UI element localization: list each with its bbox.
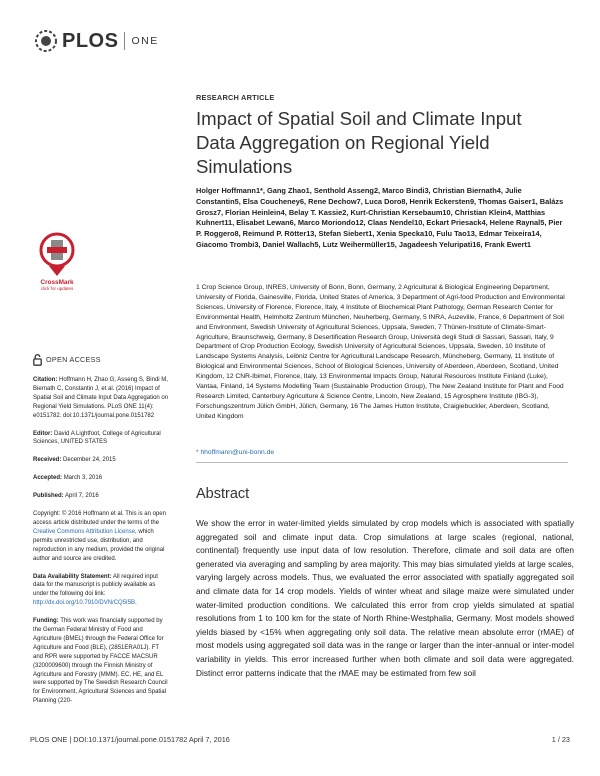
citation-text: Hoffmann H, Zhao G, Asseng S, Bindi M, Biernath C, Constantin J, et al. (2016) Impact of Spatial Soil and Climate Input Data Aggregation on Regional Yield Simulations. PLoS ONE 11(4): e0151782. doi:10.1371/journal.pone.0151782 (33, 377, 169, 419)
editor-text: David A Lightfoot, College of Agricultural Sciences, UNITED STATES (33, 430, 161, 446)
published-date: April 7, 2016 (65, 493, 99, 500)
page-number: 1 / 23 (551, 735, 570, 744)
author-list: Holger Hoffmann1*, Gang Zhao1, Senthold Asseng2, Marco Bindi3, Christian Biernath4, Julie Constantin5, Elsa Coucheney6, Rene Dechow7, Luca Doro8, Henrik Eckersten9, Thomas Gaiser1, Balázs Grosz7, Florian Heinlein4, Belay T. Kassie2, Kurt-Christian Kersebaum10, Christian Klein4, Matthias Kuhnert11, Elisabet Lewan6, Marco Moriondo12, Claas Nendel10, Eckart Priesack4, Helene Raynal5, Pier P. Roggero8, Reimund P. Rötter13, Stefan Siebert1, Xenia Specka10, Fulu Tao13, Edmar Teixeira14, Giacomo Trombi3, Daniel Wallach5, Lutz Weihermüller15, Jagadeesh Yeluripati16, Frank Ewert1 (196, 186, 564, 249)
received-block (33, 456, 170, 465)
plos-logo-icon (34, 29, 58, 53)
open-access-label: OPEN ACCESS (46, 354, 101, 364)
data-doi-link[interactable]: http://dx.doi.org/10.7910/DVN/CQ5I5B (33, 600, 136, 607)
data-availability-block (33, 573, 170, 609)
abstract-heading: Abstract (196, 486, 250, 502)
affiliations: 1 Crop Science Group, INRES, University of Bonn, Bonn, Germany, 2 Agricultural & Biological Engineering Department, University of Florida, Gainesville, Florida, United States of America, 3 Department of Agri-food Production and Environmental Sciences, University of Florence, Florence, Italy, 4 Institute of Biochemical Plant Pathology, German Research Center for Environmental Health, Helmholtz Zentrum München, Neuherberg, Germany, 5 INRA, Auzeville, France, 6 Department of Soil and Environment, Swedish University of Agricultural Sciences, Uppsala, Sweden, 7 Thünen-Institute of Climate-Smart-Agriculture, Braunschweig, Germany, 8 Desertification Research Group, Università degli Studi di Sassari, Sassari, Italy, 9 Department of Crop Production Ecology, Swedish University of Agricultural Sciences, Uppsala, Sweden, 10 Institute of Landscape Systems Analysis, Leibniz Centre for Agricultural Landscape Research, Müncheberg, Germany, 11 Institute of Biological and Environmental Sciences, School of Biological Sciences, University of Aberdeen, Aberdeen, Scotland, United Kingdom, 12 CNR-Ibimet, Florence, Italy, 13 Environmental Impacts Group, Natural Resources Institute Finland (Luke), Vantaa, Finland, 14 Systems Modelling Team (Sustainable Production Group), The New Zealand Institute for Plant and Food Research Limited, Canterbury Agriculture & Science Centre, Lincoln, New Zealand, 15 Agrosphere Institute (IBG-3), Forschungszentrum Jülich GmbH, Jülich, Germany, 16 The James Hutton Institute, Craigiebuckler, Aberdeen, Scotland, United Kingdom (196, 284, 565, 420)
footer-citation: PLOS ONE | DOI:10.1371/journal.pone.0151782 April 7, 2016 (30, 735, 230, 744)
license-link[interactable]: Creative Commons Attribution License (33, 528, 136, 535)
article-title: Impact of Spatial Soil and Climate Input Data Aggregation on Regional Yield Simulations (196, 108, 522, 177)
copyright-block (33, 510, 170, 563)
funding-block (33, 617, 170, 706)
accepted-label: Accepted: (33, 475, 63, 482)
abstract-body: We show the error in water-limited yields simulated by crop models which is associated with spatially aggregated soil and climate input data. Crop simulations at large scales (regional, national, continental) frequently use input data of low resolution. Therefore, climate and soil data are often generated via averaging and sampling by area majority. This may bias simulated yields at large scales, varying largely across models. Thus, we evaluated the error associated with spatially aggregated soil and climate data for 14 crop models. Yields of winter wheat and silage maize were simulated under water-limited production conditions. We calculated this error from crop yields simulated at spatial resolutions from 1 to 100 km for the state of North Rhine-Westphalia, Germany. Most models showed yields biased by <15% when aggregating only soil data. The relative mean absolute error (rMAE) of most models using aggregated soil data was in the range or larger than the inter-annual or inter-model variability in yields. This error increased further when both climate and soil data were aggregated. Distinct error patterns indicate that the rMAE may be estimated from few soil (196, 518, 574, 678)
copyright-text-a: Copyright: © 2016 Hoffmann et al. This is an open access article distributed under the terms of the (33, 511, 166, 526)
funding-text: This work was financially supported by the German Federal Ministry of Food and Agriculture (BMEL) through the Federal Office for Agriculture and Food (BLE), (2851ERA01J). FT and RPR were supported by FACCE MACSUR (3200009600) through the Finnish Ministry of Agriculture and Forestry (MMM). EC, HE, and EL were supported by The Swedish Research Council for Environment, Agricultural Sciences and Spatial Planning (220- (33, 618, 168, 705)
editor-block (33, 430, 170, 448)
open-lock-icon (33, 354, 42, 366)
data-availability-end: . (135, 600, 137, 607)
journal-name: ONE (131, 35, 159, 47)
article-info-sidebar (33, 354, 170, 715)
citation-block (33, 376, 170, 421)
received-label: Received: (33, 457, 62, 464)
editor-label: Editor: (33, 430, 53, 437)
published-label: Published: (33, 493, 64, 500)
page-footer (30, 735, 570, 749)
accepted-block (33, 474, 170, 483)
article-type: RESEARCH ARTICLE (196, 93, 275, 102)
crossmark-sublabel: click for updates (40, 286, 74, 291)
data-availability-text: All required input data for the manuscript is publicly available as under the following doi link: (33, 573, 158, 598)
funding-label: Funding: (33, 618, 59, 625)
citation-label: Citation: (33, 377, 58, 383)
data-availability-label: Data Availability Statement: (33, 573, 112, 580)
divider (196, 462, 568, 463)
journal-brand: PLOS (62, 29, 119, 52)
crossmark-icon (37, 232, 77, 278)
received-date: December 24, 2015 (63, 457, 116, 464)
copyright-text-b: , which permits unrestricted use, distribution, and reproduction in any medium, provided the original author and source are credited. (33, 528, 165, 562)
crossmark-label: CrossMark (40, 279, 74, 286)
accepted-date: March 3, 2016 (63, 475, 103, 482)
crossmark-badge[interactable] (30, 232, 84, 291)
logo-divider (124, 32, 125, 50)
corresponding-email-link[interactable]: * hhoffmann@uni-bonn.de (196, 449, 275, 456)
published-block (33, 492, 170, 501)
open-access-badge (33, 354, 170, 366)
journal-logo[interactable] (34, 28, 159, 54)
